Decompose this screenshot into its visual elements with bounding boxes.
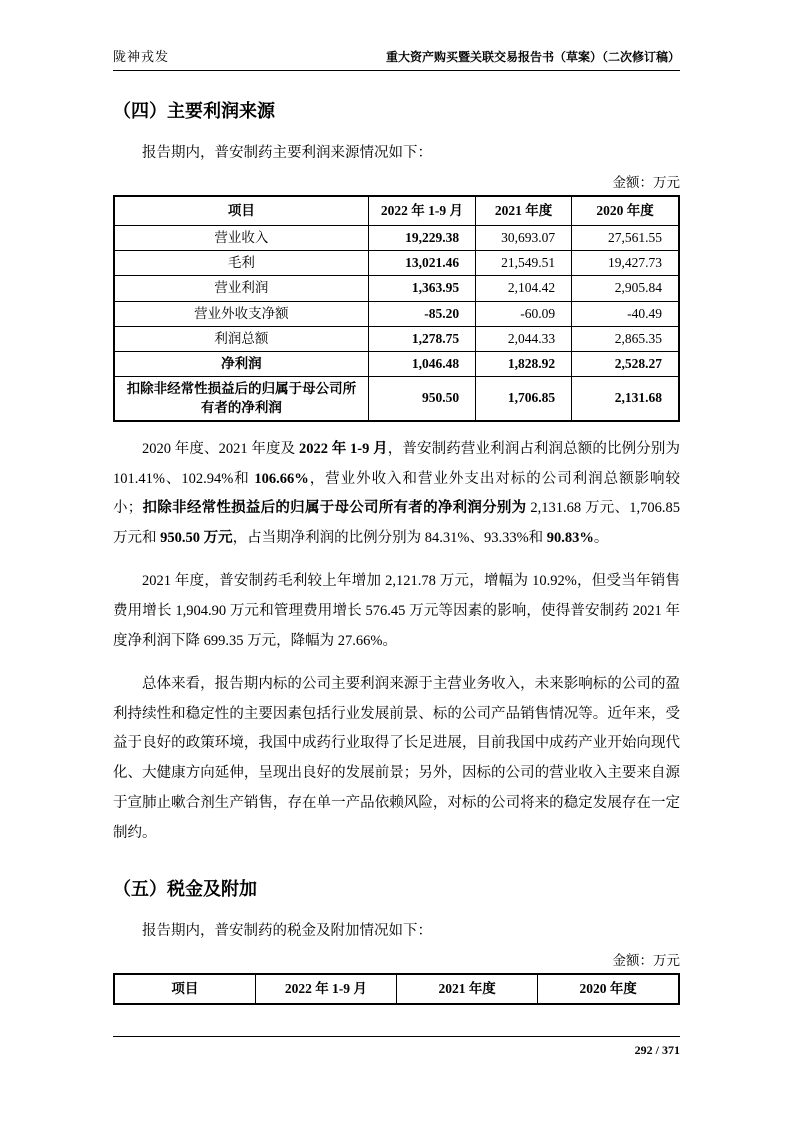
table-row <box>114 225 679 250</box>
column-header: 项目 <box>114 196 368 226</box>
section-title-profit-sources: （四）主要利润来源 <box>113 101 275 121</box>
value-cell: 19,427.73 <box>572 251 679 276</box>
column-header: 2020 年度 <box>572 196 679 226</box>
text-run: 。 <box>593 530 609 547</box>
table-row <box>114 352 679 377</box>
text-run: 2020 年度、2021 年度及 <box>142 440 299 457</box>
profit-intro-text: 报告期内，普安制药主要利润来源情况如下： <box>142 145 432 161</box>
text-run: 106.66% <box>254 470 309 487</box>
table-row <box>114 251 679 276</box>
value-cell: 1,363.95 <box>368 276 475 301</box>
column-header: 2022 年 1-9 月 <box>368 196 475 226</box>
value-cell: 2,131.68 <box>572 377 679 421</box>
unit-note-profit: 金额：万元 <box>612 174 680 190</box>
table-row <box>114 301 679 326</box>
value-cell: 30,693.07 <box>476 225 572 250</box>
table-row <box>114 377 679 421</box>
row-label: 营业利润 <box>114 276 368 301</box>
page-header <box>113 46 680 71</box>
table-row <box>114 276 679 301</box>
table-header-row <box>114 974 679 1004</box>
column-header: 项目 <box>114 974 255 1004</box>
row-label: 营业收入 <box>114 225 368 250</box>
column-header: 2021 年度 <box>476 196 572 226</box>
header-report-title: 重大资产购买暨关联交易报告书（草案）（二次修订稿） <box>385 50 680 64</box>
profit-sources-table <box>113 195 680 422</box>
table-header-row <box>114 196 679 226</box>
value-cell: -40.49 <box>572 301 679 326</box>
value-cell: 21,549.51 <box>476 251 572 276</box>
paragraph-2021-analysis <box>113 567 680 657</box>
value-cell: 2,528.27 <box>572 352 679 377</box>
page-number: 292 / 371 <box>634 1043 680 1057</box>
row-label: 营业外收支净额 <box>114 301 368 326</box>
text-run: 90.83% <box>546 530 594 547</box>
tax-intro-text: 报告期内，普安制药的税金及附加情况如下： <box>142 922 432 939</box>
unit-note-tax: 金额：万元 <box>612 952 680 968</box>
value-cell: 950.50 <box>368 377 475 421</box>
paragraph-overall-analysis <box>113 670 680 849</box>
column-header: 2020 年度 <box>538 974 679 1004</box>
text-run: 2021 年度，普安制药毛利较上年增加 2,121.78 万元，增幅为 10.92%，但受当年销售费用增长 1,904.90 万元和管理费用增长 576.45 万元等因素的影响，使得普安制药 2021 年度净利润下降 699.35 万元，降幅为 27.66%。 <box>113 573 680 649</box>
page-footer <box>113 1036 680 1059</box>
column-header: 2021 年度 <box>397 974 538 1004</box>
paragraph-profit-ratio <box>113 435 680 554</box>
value-cell: -85.20 <box>368 301 475 326</box>
row-label: 毛利 <box>114 251 368 276</box>
column-header: 2022 年 1-9 月 <box>255 974 396 1004</box>
header-company-name: 陇神戎发 <box>113 49 170 64</box>
text-run: 2022 年 1-9 月 <box>298 440 388 457</box>
value-cell: 1,046.48 <box>368 352 475 377</box>
text-run: ，营业外收入和营业外支出对标的公司利润总额影响较小； <box>113 470 680 517</box>
text-run: 总体来看，报告期内标的公司主要利润来源于主营业务收入，未来影响标的公司的盈利持续性和稳定性的主要因素包括行业发展前景、标的公司产品销售情况等。近年来，受益于良好的政策环境，我国中成药行业取得了长足进展，目前我国中成药产业开始向现代化、大健康方向延伸，呈现出良好的发展前景；另外，因标的公司的营业收入主要来自源于宣肺止嗽合剂生产销售，存在单一产品依赖风险，对标的公司将来的稳定发展存在一定制约。 <box>113 675 680 842</box>
value-cell: 2,104.42 <box>476 276 572 301</box>
text-run: 扣除非经常性损益后的归属于母公司所有者的净利润分别为 <box>142 500 527 517</box>
value-cell: -60.09 <box>476 301 572 326</box>
value-cell: 1,706.85 <box>476 377 572 421</box>
row-label: 扣除非经常性损益后的归属于母公司所有者的净利润 <box>114 377 368 421</box>
value-cell: 2,044.33 <box>476 326 572 351</box>
value-cell: 19,229.38 <box>368 225 475 250</box>
value-cell: 1,828.92 <box>476 352 572 377</box>
text-run: 2,131.68 万元、1,706.85 万元和 <box>113 500 681 547</box>
tax-table <box>113 973 680 1005</box>
section-title-taxes: （五）税金及附加 <box>113 878 257 899</box>
value-cell: 27,561.55 <box>572 225 679 250</box>
row-label: 利润总额 <box>114 326 368 351</box>
text-run: ，普安制药营业利润占利润总额的比例分别为 101.41%、102.94%和 <box>113 440 680 487</box>
text-run: ，占当期净利润的比例分别为 84.31%、93.33%和 <box>232 530 547 547</box>
value-cell: 13,021.46 <box>368 251 475 276</box>
row-label: 净利润 <box>114 352 368 377</box>
value-cell: 2,905.84 <box>572 276 679 301</box>
value-cell: 1,278.75 <box>368 326 475 351</box>
table-row <box>114 326 679 351</box>
text-run: 950.50 万元 <box>160 530 233 547</box>
value-cell: 2,865.35 <box>572 326 679 351</box>
